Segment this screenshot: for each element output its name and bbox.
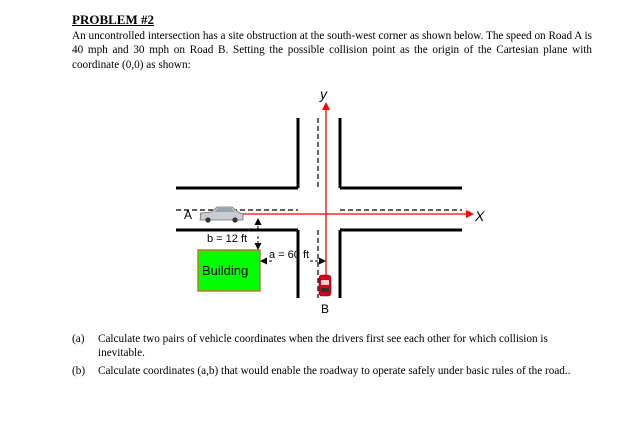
x-axis-label: X (475, 208, 485, 224)
dim-a-label: a = 60 ft (269, 249, 310, 261)
road-b-label: B (321, 302, 330, 316)
y-axis-label: y (320, 86, 327, 102)
car-a-icon (200, 207, 243, 223)
question-a-text: Calculate two pairs of vehicle coordinates when the drivers first see each other for which collision is inevitable. (98, 333, 548, 360)
car-b-icon (319, 275, 331, 296)
question-b (72, 364, 592, 378)
dim-b-label: b = 12 ft (207, 233, 248, 245)
road-a-label: A (184, 208, 193, 222)
question-a (72, 332, 592, 361)
problem-title: PROBLEM #2 (72, 12, 154, 27)
question-a-label: (a) (72, 333, 85, 345)
problem-intro: An uncontrolled intersection has a site obstruction at the south-west corner as shown below. The speed on Road A is 40 mph and 30 mph on Road B. Setting the possible collision point as the origin of the Cartesian plane with coordinate (0,0) as shown: (72, 30, 592, 71)
road-b-edges (298, 118, 340, 298)
question-b-text: Calculate coordinates (a,b) that would enable the roadway to operate safely under basic rules of the road.. (98, 365, 571, 377)
question-b-label: (b) (72, 365, 86, 377)
building-label: Building (202, 263, 249, 278)
